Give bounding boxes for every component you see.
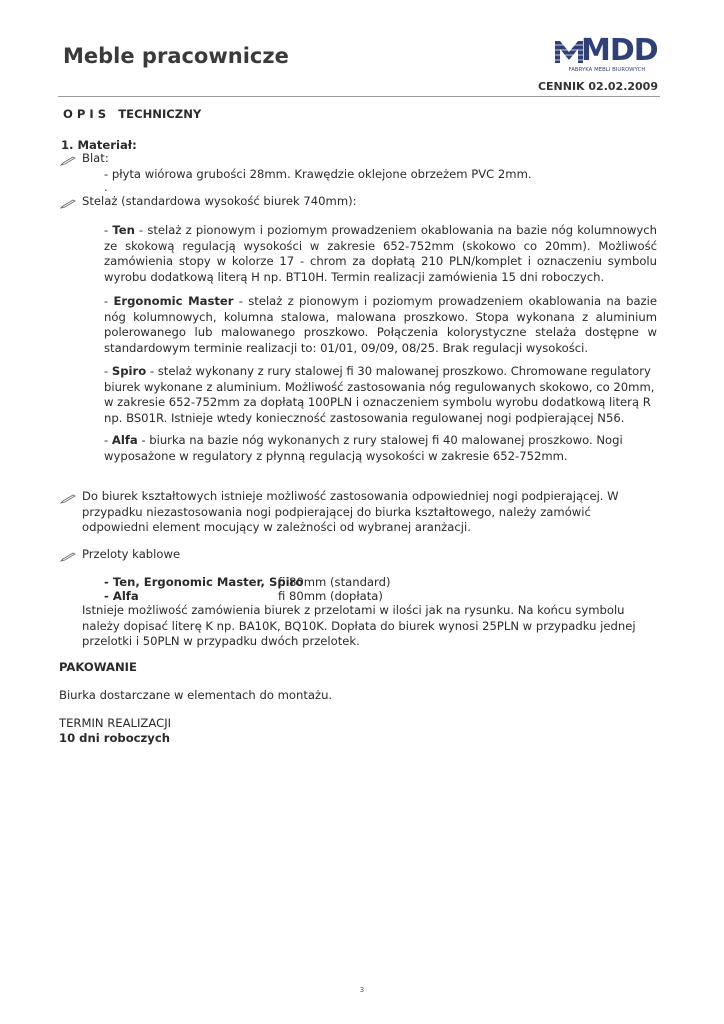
frame-alfa (104, 433, 657, 464)
blat-dot: . (104, 180, 108, 194)
logo-text: MDD (581, 33, 658, 68)
packaging-text: Biurka dostarczane w elementach do montażu. (59, 688, 333, 702)
material-heading: 1. Materiał: (61, 138, 137, 152)
frame-ergonomic-master-dash: - (104, 294, 114, 308)
section-heading: O P I S TECHNICZNY (63, 107, 202, 121)
page-number: 3 (359, 986, 365, 994)
blat-description: - płyta wiórowa grubości 28mm. Krawędzie oklejone obrzeżem PVC 2mm. (104, 167, 532, 181)
blat-label: Blat: (82, 151, 109, 165)
logo-subtext: FABRYKA MEBLI BIUROWYCH (568, 67, 646, 73)
frame-ergonomic-master (104, 294, 657, 356)
frame-spiro-name: Spiro (111, 364, 147, 378)
frame-alfa-name: Alfa (111, 433, 138, 447)
frame-ten-name: Ten (112, 223, 135, 237)
cable-passages-label: Przeloty kablowe (82, 547, 181, 561)
cable-row2-value: fi 80mm (dopłata) (278, 589, 383, 603)
cable-row2-name: - Alfa (104, 589, 139, 603)
cable-passages-note: Istnieje możliwość zamówienia biurek z przelotami w ilości jak na rysunku. Na końcu symbolu należy dopisać literę K np. BA10K, BQ10K. Dopłata do biurek wynosi 25PLN w przypadku jednej przelotki i 50PLN w przypadku dwóch przelotek. (82, 603, 636, 648)
frame-ten-text: - stelaż z pionowym i poziomym prowadzeniem okablowania na bazie nóg kolumnowych ze skokową regulacją wysokości w zakresie 652-752mm (skokowo co 20mm). Możliwość zamówienia stopy w kolorze 17 - chrom za dopłatą 210 PLN/komplet i oznaczeniu symbolu wyrobu dodatkową literą H np. BT10H. Termin realizacji zamówienia 15 dni roboczych. (104, 223, 657, 284)
pencil-icon (60, 552, 76, 562)
frame-alfa-dash: - (104, 433, 112, 447)
cable-row1-value: fi 80mm (standard) (278, 575, 391, 589)
frame-spiro (104, 364, 657, 426)
cable-row1-name: - Ten, Ergonomic Master, Spiro (104, 575, 304, 589)
header-divider (58, 96, 660, 97)
shaped-desks-note: Do biurek kształtowych istnieje możliwość zastosowania odpowiedniej nogi podpierającej. W przypadku niezastosowania nogi podpierającej do biurka kształtowego, należy zamówić odpowiedni element mocujący w zależności od wybranej aranżacji. (82, 489, 619, 534)
company-logo (553, 33, 663, 78)
frame-ergonomic-master-name: Ergonomic Master (113, 294, 234, 308)
packaging-heading: PAKOWANIE (59, 660, 137, 674)
frame-ten (104, 223, 657, 285)
lead-time-value: 10 dni roboczych (59, 731, 170, 745)
stelaz-label: Stelaż (standardowa wysokość biurek 740mm): (82, 194, 357, 208)
lead-time-label: TERMIN REALIZACJI (59, 716, 172, 730)
frame-spiro-dash: - (104, 364, 112, 378)
frame-alfa-text: - biurka na bazie nóg wykonanych z rury stalowej fi 40 malowanej proszkowo. Nogi wyposażone w regulatory z płynną regulacją wysokości w zakresie 652-752mm. (104, 433, 623, 463)
pencil-icon (60, 156, 76, 166)
frame-ten-dash: - (104, 223, 113, 237)
frame-ergonomic-master-text: - stelaż z pionowym i poziomym prowadzeniem okablowania na bazie nóg kolumnowych, kolumna stalowa, malowana proszkowo. Stopa wykonana z aluminium polerowanego lub malowanego proszkowo. Połączenia kolorystyczne stelaża dostępne w standardowym terminie realizacji to: 01/01, 09/09, 08/25. Brak regulacji wysokości. (104, 294, 657, 355)
pencil-icon (60, 494, 76, 504)
price-list-date: CENNIK 02.02.2009 (537, 80, 658, 93)
logo-mark-icon (555, 39, 583, 65)
pencil-icon (60, 199, 76, 209)
frame-spiro-text: - stelaż wykonany z rury stalowej fi 30 malowanej proszkowo. Chromowane regulatory biurek wykonane z aluminium. Możliwość zastosowania nóg regulowanych skokowo, co 20mm, w zakresie 652-752mm za dopłatą 100PLN i oznaczeniem symbolu wyrobu dodatkową literą R np. BS01R. Istnieje wtedy konieczność zastosowania regulowanej nogi podpierającej N56. (104, 364, 655, 425)
page-title: Meble pracownicze (63, 44, 289, 68)
